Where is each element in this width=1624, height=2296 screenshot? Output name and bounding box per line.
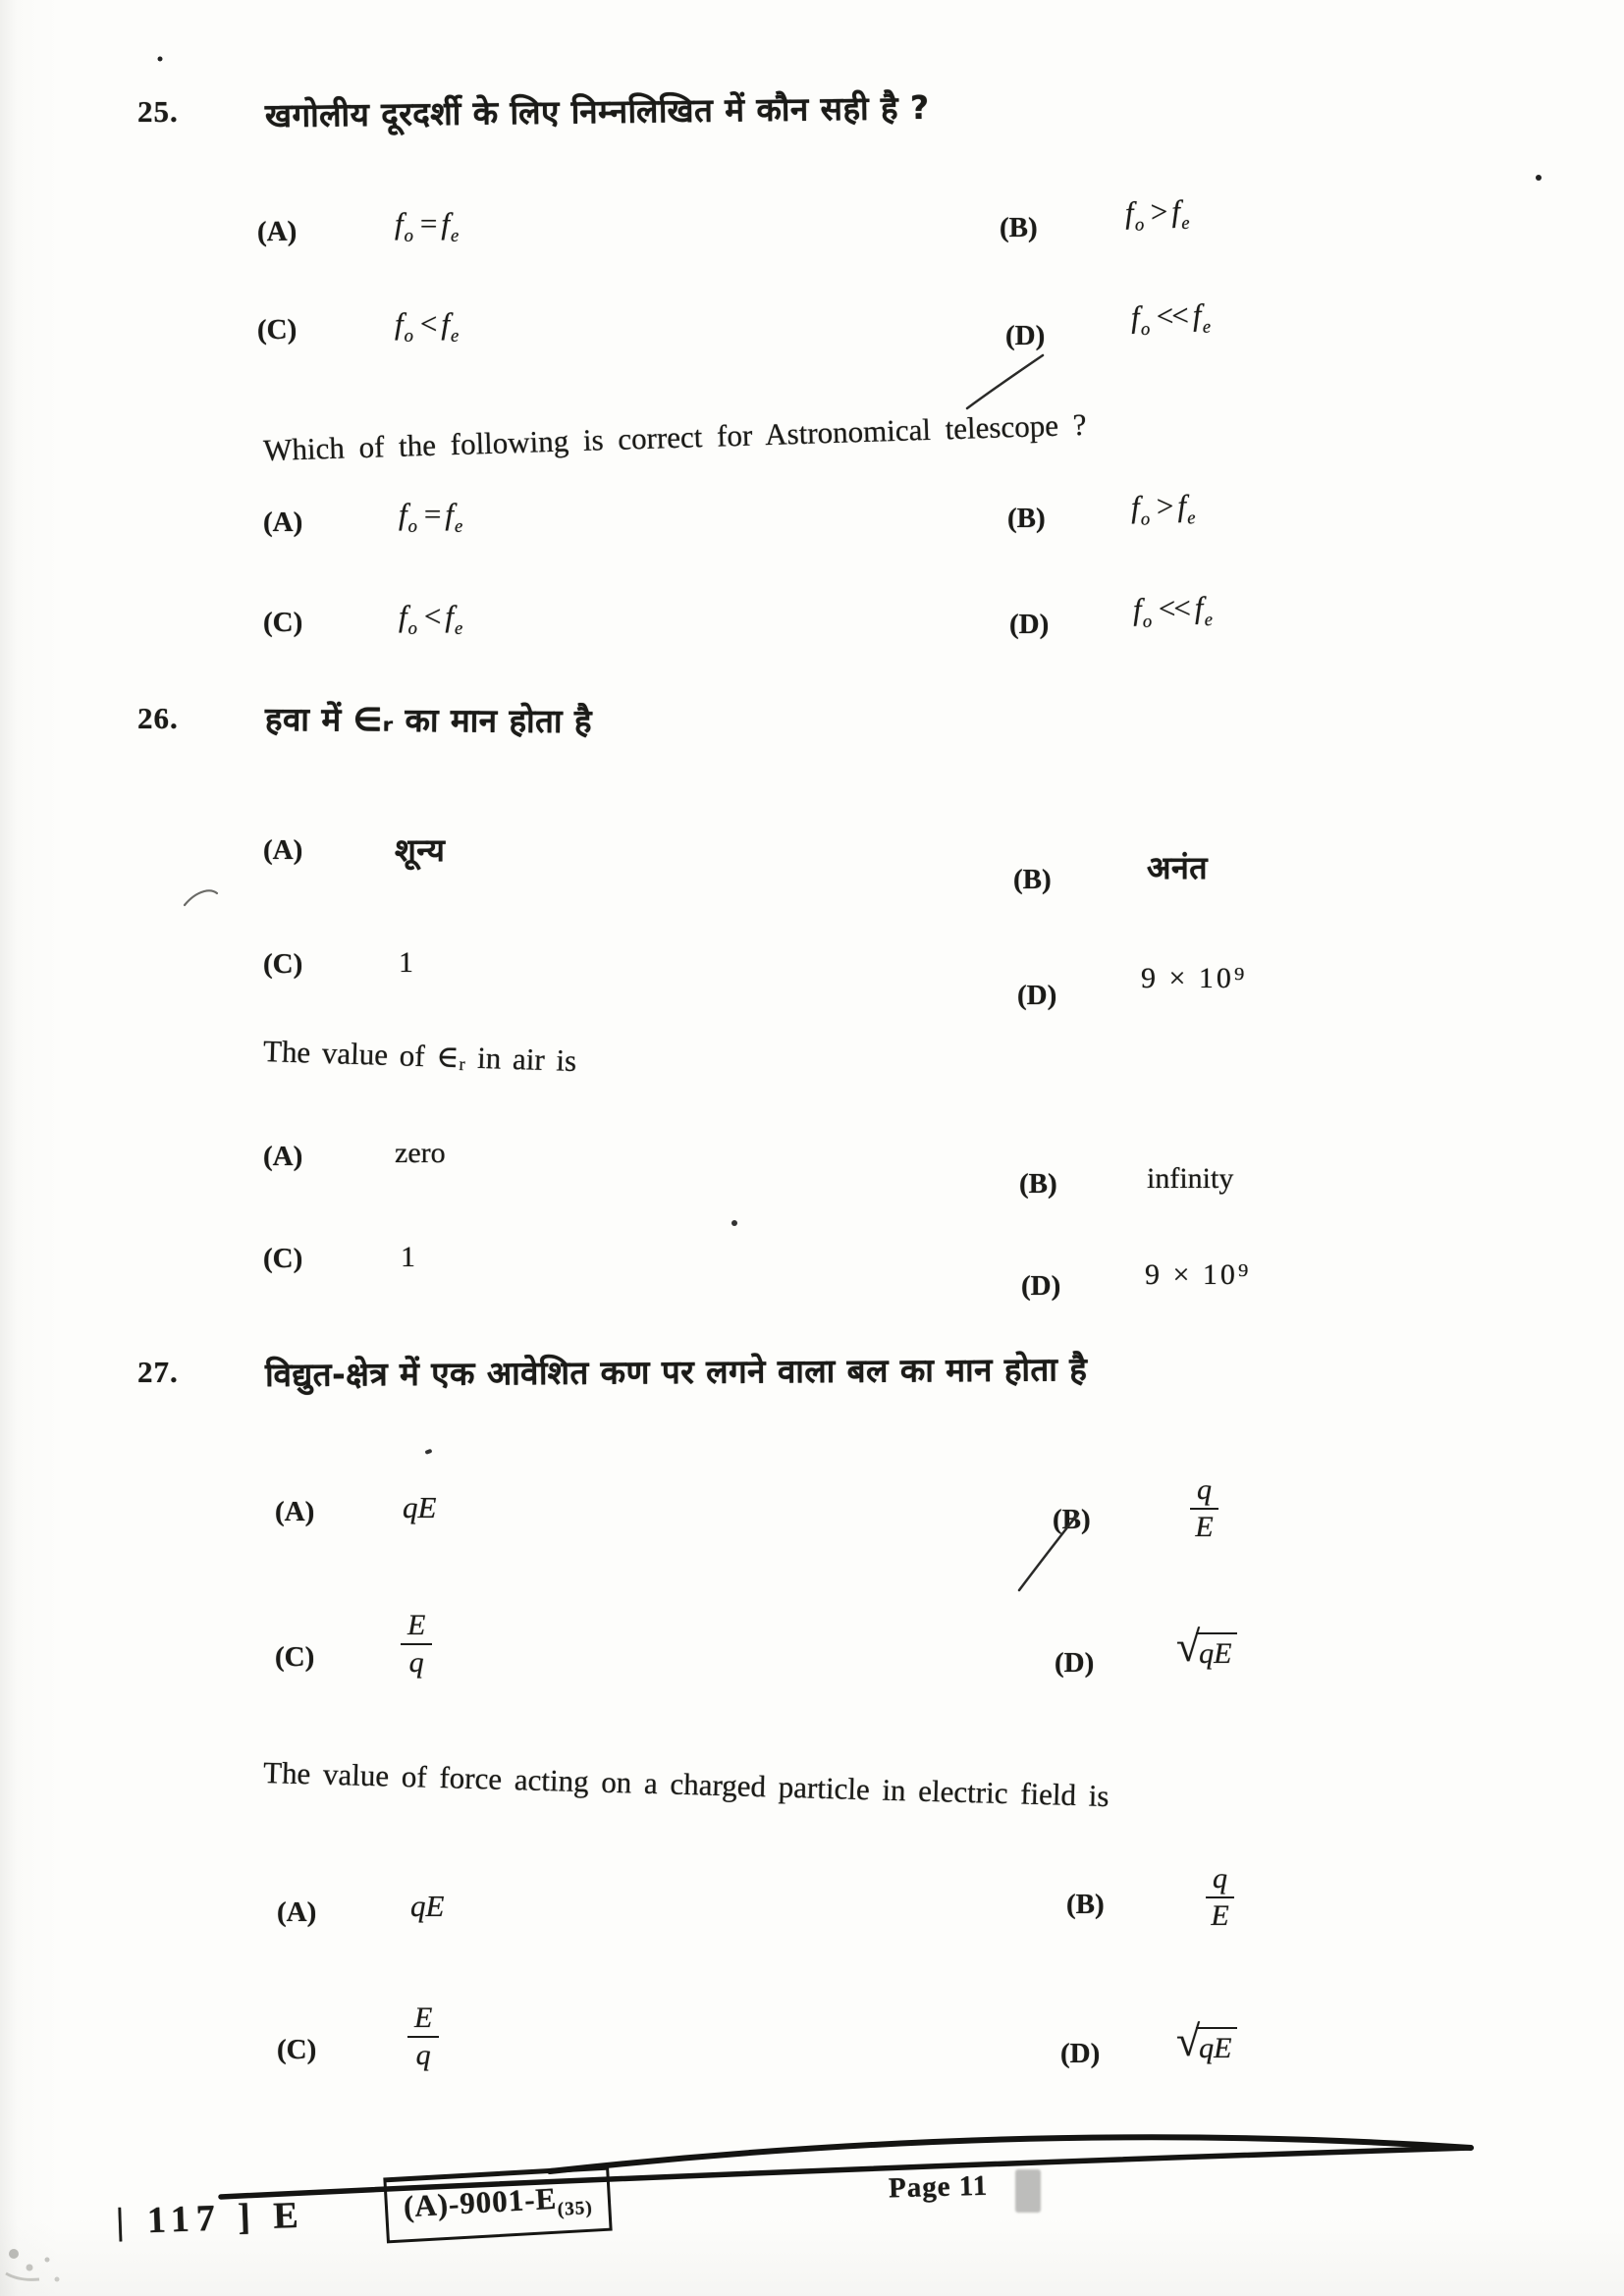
option-label: (A) — [263, 507, 303, 538]
option-label: (D) — [1021, 1270, 1061, 1302]
option-label: (D) — [1017, 980, 1057, 1011]
option-value: $f_o = f_e$ — [395, 206, 460, 247]
booklet-code: | 117 ] E — [115, 2194, 306, 2243]
question-text-hindi: हवा में ∈ᵣ का मान होता है — [264, 699, 593, 741]
option-value: $f_o << f_e$ — [1130, 296, 1212, 341]
option-value: 1 — [401, 1241, 415, 1273]
option-value: $f_o << f_e$ — [1132, 590, 1214, 633]
option-label: (C) — [263, 1243, 303, 1274]
option-value: infinity — [1147, 1162, 1234, 1195]
option-label: (B) — [1013, 864, 1052, 895]
question-text-hindi: खगोलीय दूरदर्शी के लिए निम्नलिखित में कौन सही है ? — [264, 87, 930, 135]
option-label: (D) — [1055, 1647, 1095, 1679]
paper-code: (A)-9001-E — [403, 2180, 559, 2224]
option-value: $f_o > f_e$ — [1124, 193, 1190, 237]
ink-dot — [158, 57, 163, 62]
question-text-english: Which of the following is correct for Astronomical telescope ? — [262, 406, 1087, 468]
option-label: (A) — [275, 1496, 315, 1527]
option-value: $\frac{E}{q}$ — [401, 1610, 432, 1678]
option-label: (C) — [277, 2034, 317, 2065]
option-label: (B) — [1007, 503, 1046, 534]
option-value: $f_o < f_e$ — [395, 306, 460, 347]
option-label: (D) — [1009, 609, 1050, 640]
option-value: अनंत — [1147, 849, 1208, 886]
option-label: (B) — [1053, 1504, 1091, 1535]
option-value: 1 — [399, 946, 413, 979]
option-label: (D) — [1060, 2038, 1101, 2069]
option-value: $f_o < f_e$ — [399, 599, 463, 640]
ink-dot — [424, 1449, 432, 1455]
question-number: 25. — [137, 94, 179, 129]
footer-rule-curve — [550, 2137, 1471, 2171]
option-label: (B) — [1019, 1168, 1057, 1200]
option-value: शून्य — [395, 831, 446, 869]
option-label: (B) — [1000, 212, 1038, 243]
pen-stroke — [967, 355, 1043, 408]
option-label: (C) — [263, 607, 303, 638]
option-label: (A) — [277, 1896, 317, 1928]
option-label: (C) — [256, 313, 298, 347]
option-value: qE — [410, 1889, 445, 1923]
page-number: Page 11 — [888, 2169, 989, 2205]
question-number: 26. — [137, 701, 179, 735]
paper-code-suffix: (35) — [557, 2197, 594, 2220]
corner-smudge — [6, 2249, 60, 2282]
option-value: $f_o = f_e$ — [399, 497, 463, 538]
option-value: qE — [403, 1490, 437, 1524]
option-value: zero — [395, 1137, 446, 1169]
option-label: (C) — [275, 1641, 315, 1673]
option-value: √ qE — [1176, 2020, 1237, 2065]
option-value: $\frac{q}{E}$ — [1206, 1863, 1234, 1931]
ink-dot — [1536, 175, 1542, 181]
option-label: (A) — [263, 1141, 303, 1172]
pen-stroke — [185, 890, 217, 905]
paper-code-box — [383, 2165, 613, 2244]
option-value: $\frac{E}{q}$ — [407, 2002, 439, 2070]
scan-smudge — [1015, 2169, 1041, 2213]
question-text-hindi: विद्युत-क्षेत्र में एक आवेशित कण पर लगने वाला बल का मान होता है — [264, 1350, 1088, 1394]
option-value: $f_o > f_e$ — [1130, 488, 1196, 530]
question-number: 27. — [137, 1355, 179, 1389]
option-label: (A) — [263, 834, 303, 866]
option-label: (D) — [1005, 320, 1046, 351]
option-label: (C) — [263, 948, 303, 980]
option-value: $\frac{q}{E}$ — [1190, 1474, 1218, 1542]
option-value: 9 × 10⁹ — [1141, 962, 1248, 994]
option-value: √ qE — [1176, 1626, 1237, 1671]
question-text-english: The value of force acting on a charged particle in electric field is — [262, 1754, 1110, 1814]
option-value: 9 × 10⁹ — [1145, 1258, 1252, 1291]
option-label: (B) — [1066, 1889, 1105, 1920]
question-text-english: The value of ∈ᵣ in air is — [262, 1033, 577, 1079]
ink-dot — [731, 1220, 737, 1226]
option-label: (A) — [256, 215, 298, 248]
